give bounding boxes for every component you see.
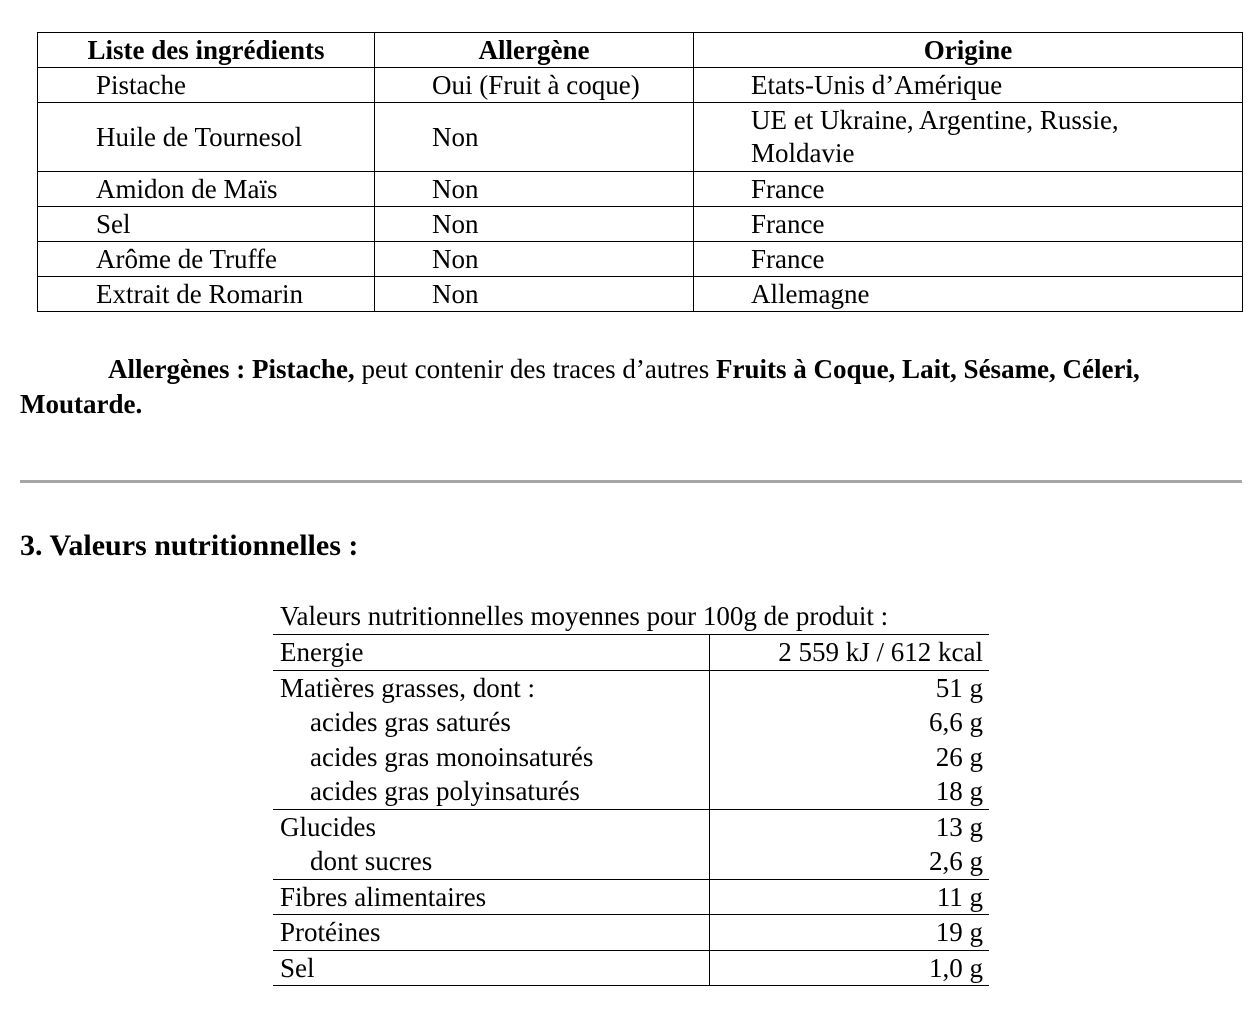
- ingredient-name: Pistache: [38, 68, 375, 103]
- nutrient-label: Sel: [273, 950, 709, 986]
- nutrient-label-line: dont sucres: [310, 846, 433, 876]
- ingredient-allergen: Non: [375, 207, 694, 242]
- nutrient-label: Fibres alimentaires: [273, 879, 709, 915]
- nutrient-value: [709, 809, 989, 879]
- origin-line: Moldavie: [751, 138, 855, 168]
- nutrient-label: [273, 809, 709, 879]
- ingredient-name: Arôme de Truffe: [38, 242, 375, 277]
- nutrient-value-line: 6,6 g: [929, 707, 983, 737]
- nutrient-value-line: 26 g: [935, 741, 983, 772]
- section-title: 3. Valeurs nutritionnelles :: [20, 529, 359, 562]
- table-row: [273, 950, 989, 986]
- ingredient-allergen: Oui (Fruit à coque): [375, 68, 694, 103]
- ingredient-name: Huile de Tournesol: [38, 103, 375, 172]
- allergens-note: [20, 352, 1235, 422]
- nutrient-value-line: 13 g: [935, 811, 983, 842]
- ingredient-allergen: Non: [375, 242, 694, 277]
- main-allergen: Pistache,: [251, 354, 355, 384]
- nutrient-value-line: 2,6 g: [929, 846, 983, 876]
- nutrient-label-line: acides gras polyinsaturés: [310, 776, 580, 806]
- table-row: [38, 68, 1243, 103]
- ingredient-origin: [694, 68, 1243, 103]
- nutrient-label-line: Matières grasses, dont :: [280, 672, 535, 703]
- ingredient-name: Sel: [38, 207, 375, 242]
- nutrient-value: 19 g: [709, 915, 989, 951]
- table-row: [273, 879, 989, 915]
- table-row: [273, 915, 989, 951]
- ingredients-header-row: [38, 33, 1243, 68]
- nutrient-value: 1,0 g: [709, 950, 989, 986]
- ingredients-table: [37, 32, 1243, 312]
- table-row: [38, 277, 1243, 312]
- allergens-label: Allergènes :: [108, 354, 246, 384]
- nutrient-label: [273, 670, 709, 809]
- nutrient-label-line: acides gras monoinsaturés: [310, 741, 594, 772]
- table-row: [273, 670, 989, 809]
- ingredient-name: Extrait de Romarin: [38, 277, 375, 312]
- nutrition-caption: Valeurs nutritionnelles moyennes pour 100g de produit :: [280, 601, 889, 631]
- origin-line: UE et Ukraine, Argentine, Russie,: [751, 105, 1119, 135]
- ingredient-origin: [694, 277, 1243, 312]
- ingredient-allergen: Non: [375, 172, 694, 207]
- origin-line: Etats-Unis d’Amérique: [751, 69, 1003, 100]
- table-row: [273, 635, 989, 671]
- table-row: [38, 172, 1243, 207]
- nutrient-value: 2 559 kJ / 612 kcal: [709, 635, 989, 671]
- ingredient-name: Amidon de Maïs: [38, 172, 375, 207]
- section-divider: [20, 480, 1242, 483]
- ingredient-origin: [694, 103, 1243, 172]
- allergens-text: peut contenir des traces d’autres: [361, 354, 710, 384]
- ingredient-allergen: Non: [375, 103, 694, 172]
- nutrient-value-line: 51 g: [935, 672, 983, 703]
- header-origin: Origine: [694, 33, 1243, 68]
- trace-allergens: Fruits à Coque, Lait, Sésame, Céleri, Moutarde.: [20, 354, 1140, 419]
- origin-line: Allemagne: [751, 278, 870, 309]
- nutrient-value-line: 18 g: [935, 776, 983, 806]
- nutrient-label-line: Glucides: [280, 811, 376, 842]
- table-row: [38, 242, 1243, 277]
- nutrient-label: Energie: [273, 635, 709, 671]
- ingredient-origin: [694, 242, 1243, 277]
- origin-line: France: [751, 243, 825, 274]
- origin-line: France: [751, 208, 825, 239]
- ingredient-allergen: Non: [375, 277, 694, 312]
- header-allergen: Allergène: [375, 33, 694, 68]
- table-row: [273, 809, 989, 879]
- table-row: [38, 103, 1243, 172]
- origin-line: France: [751, 173, 825, 204]
- nutrient-label-line: acides gras saturés: [310, 707, 511, 737]
- ingredient-origin: [694, 172, 1243, 207]
- header-ingredients: Liste des ingrédients: [38, 33, 375, 68]
- nutrition-table: [273, 634, 989, 986]
- nutrient-value: [709, 670, 989, 809]
- ingredient-origin: [694, 207, 1243, 242]
- table-row: [38, 207, 1243, 242]
- nutrient-label: Protéines: [273, 915, 709, 951]
- nutrient-value: 11 g: [709, 879, 989, 915]
